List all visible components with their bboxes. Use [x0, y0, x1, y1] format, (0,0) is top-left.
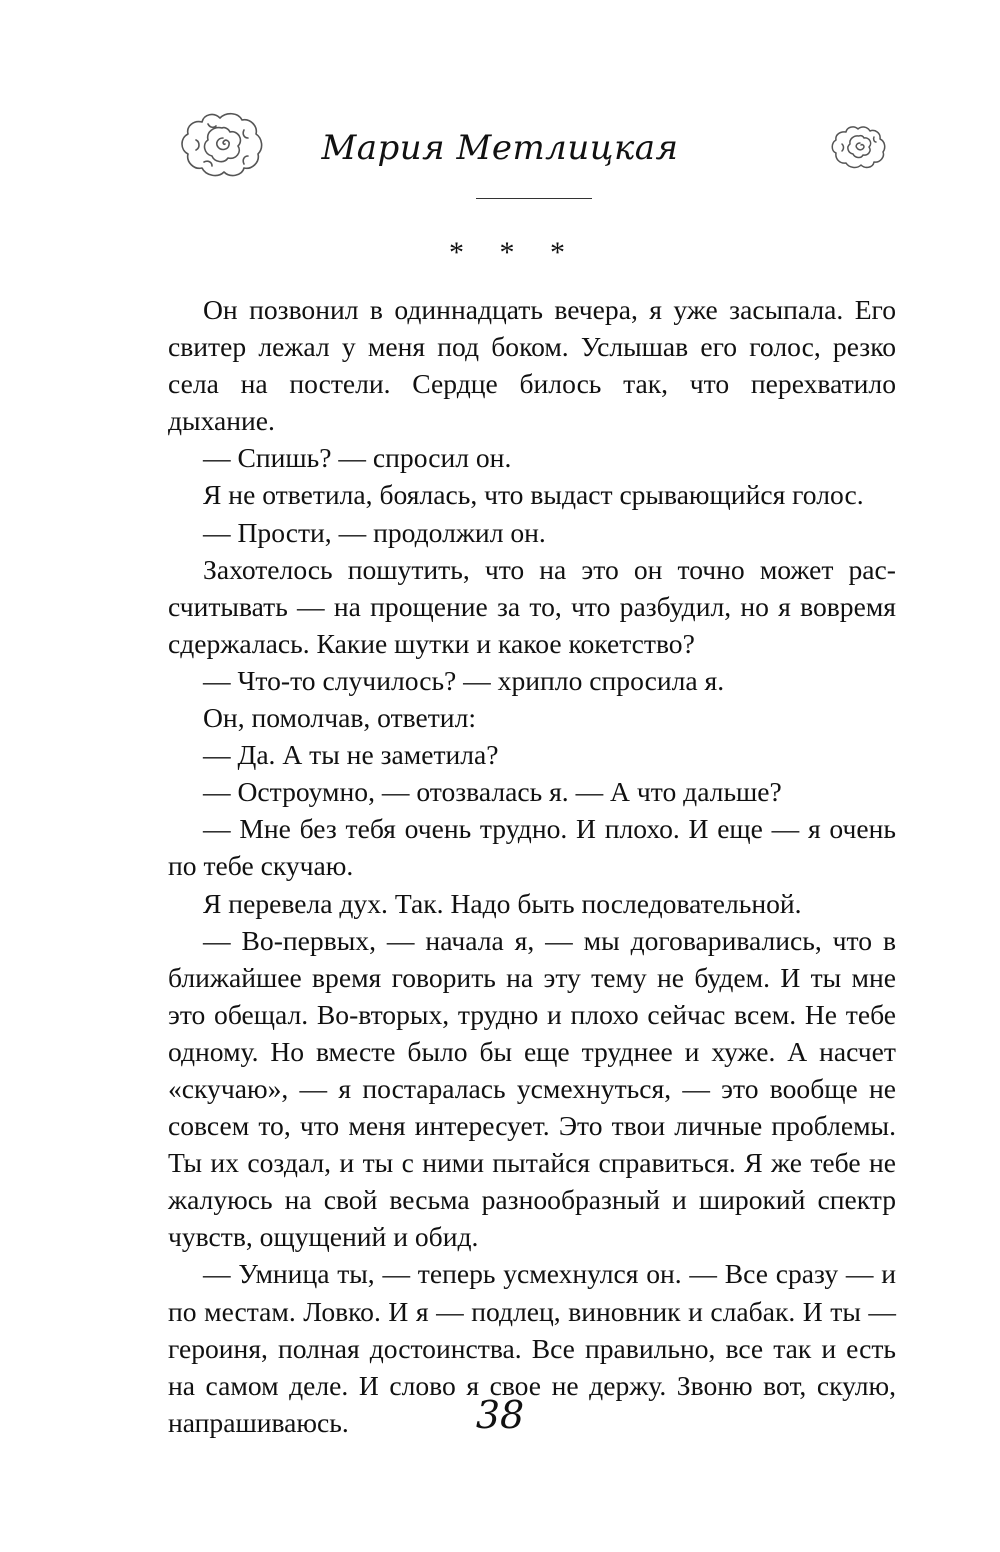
paragraph: Я перевела дух. Так. Надо быть последовательной. — [203, 887, 802, 919]
paragraph: — Прости, — продолжил он. — [203, 516, 546, 548]
paragraph: — Во-первых, — начала я, — мы договаривались, что в ближайшее время говорить на эту тему не будем. И ты мне это обещал. Во-вторых, трудно и плохо сейчас всем. Не тебе одному. Но вместе было бы еще труднее и хуже. А насчет «скучаю», — я постаралась усмехнуться, — это вообще не совсем то, что меня интересует. Это твои личные проблемы. Ты их создал, и ты с ними пытайся справиться. Я же тебе не жалуюсь на свой весьма разнообразный и широкий спектр чувств, ощущений и обид. — [168, 924, 896, 1253]
page-header — [0, 110, 1000, 220]
running-title: Мария Метлицкая — [321, 128, 679, 168]
paragraph: Он позвонил в одиннадцать вечера, я уже засыпала. Его свитер лежал у меня под боком. Услышав его голос, резко села на постели. Сердце билось так, что перехватило дыхание. — [168, 294, 896, 437]
paragraph: Я не ответила, боялась, что выдаст срывающийся голос. — [203, 479, 864, 511]
page-number: 38 — [475, 1393, 525, 1437]
paragraph: — Умница ты, — теперь усмехнулся он. — Все сразу — и по местам. Ловко. И я — подлец, виновник и слабак. И ты — героиня, полная достоинства. Все правильно, все так и есть на самом деле. И слово я свое не держу. Звоню вот, скулю, напрашиваюсь. — [168, 1258, 896, 1438]
paragraph: — Остроумно, — отозвалась я. — А что дальше? — [203, 776, 782, 808]
paragraph: — Спишь? — спросил он. — [203, 442, 512, 474]
rose-ornament-icon — [830, 124, 886, 170]
header-divider — [476, 198, 592, 199]
paragraph: Захотелось пошутить, что на это он точно может рассчитывать — на прощение за то, что разбудил, но я вовремя сдержалась. Какие шутки и какое кокетство? — [168, 553, 896, 659]
paragraph: — Что-то случилось? — хрипло спросила я. — [203, 664, 725, 696]
paragraph: — Да. А ты не заметила? — [203, 739, 499, 771]
paragraph: — Мне без тебя очень трудно. И плохо. И еще — я очень по тебе скучаю. — [168, 813, 896, 882]
paragraph: Он, помолчав, ответил: — [203, 702, 477, 734]
scene-break: * * * — [449, 236, 579, 269]
body-text — [168, 291, 896, 1441]
